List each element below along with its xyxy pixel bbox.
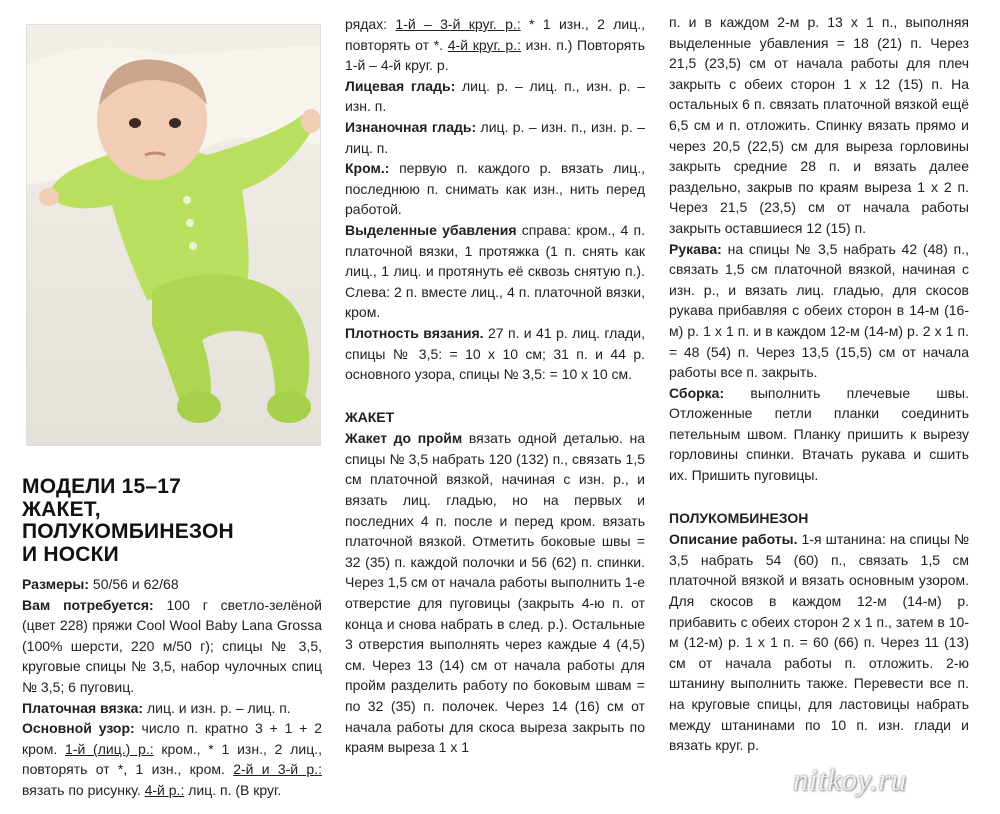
- text: лиц. р. – лиц. п., изн. р. – изн. п.: [345, 77, 646, 115]
- lead: Кром.:: [345, 160, 390, 177]
- lead: Основной узор:: [22, 720, 135, 737]
- paragraph-edge: [345, 158, 645, 220]
- lead: Рукава:: [669, 240, 722, 257]
- paragraph-overall-work: [669, 529, 969, 756]
- text: 27 п. и 41 р. лиц. глади, спицы № 3,5: = 10 х 10 см; 31 п. и 44 р. основного узора, спицы № 3,5: = 10 х 10 см.: [345, 324, 645, 383]
- title-line: И НОСКИ: [22, 542, 119, 566]
- text: выполнить плечевые швы. Отложенные петли планки соединить петельным швом. Планку пришить к вырезу горловины спинки. Втачать рукава и сшить их. Пришить пуговицы.: [669, 384, 969, 484]
- title-line: ЖАКЕТ,: [22, 497, 101, 521]
- text: 1-я штанина: на спицы № 3,5 набрать 54 (60) п., связать 1,5 см платочной вязкой и вязать основным узором. Для скосов в каждом 12-м (14-м) р. прибавить с обеих сторон 2 х 1 п., затем в 10-м (12-м) р. 1 х 1 п. = 60 (66) п. Через 11 (13) см от начала работы п. отложить. 2-ю штанину выполнить также. Перевести все п. на круговые спицы, для ластовицы набрать между штанинами по 10 п. изн. глади и вязать круг. р.: [669, 531, 969, 754]
- text: число п. кратно 3 + 1 + 2 кром.: [22, 720, 322, 757]
- text: вязать одной деталью. на спицы № 3,5 набрать 120 (132) п., связать 1,5 см платочной вязкой, начиная с изн. р., и вязать лиц. гладью, но на первых и последних 4 п. после и перед кром. вязать платочной вязкой. Отметить боковые швы = 32 (35) п. каждой полочки и 56 (62) п. спинки. Через 1,5 см от начала работы выполнить 1-е отверстие для пуговицы (закрыть 4-ю п. от конца и снова набрать в след. р.). Остальные 3 отверстия выполнять через каждые 4 (4,5) см. Через 13 (14) см от начала работы для пройм разделить работу по боковым швам = по 32 (35) п. полочек. Через 14 (16) см от начала работы для скоса выреза закрыть по краям выреза 1 х 1: [345, 430, 646, 756]
- lead: Платочная вязка:: [22, 699, 144, 716]
- lead: Изнаночная гладь:: [345, 118, 477, 135]
- row-label: 1-й – 3-й круг. р.:: [395, 16, 521, 32]
- paragraph-main-pattern: [22, 718, 322, 800]
- paragraph-materials: [22, 595, 322, 698]
- text: лиц. п. (В круг.: [184, 781, 282, 798]
- text: лиц. р. – изн. п., изн. р. – лиц. п.: [345, 118, 645, 156]
- baby-illustration: [27, 25, 320, 445]
- text: справа: кром., 4 п. платочной вязки, 1 протяжка (1 п. снять как лиц., 1 лиц. и протянуть её сквозь снятую п.). Слева: 2 п. вместе лиц., 4 п. платочной вязки, кром.: [345, 221, 645, 321]
- row-label: 4-й круг. р.:: [447, 36, 521, 53]
- lead: Жакет до пройм: [345, 430, 463, 447]
- text: кром., * 1 изн., 2 лиц., повторять от *, 1 изн., кром.: [22, 740, 322, 778]
- column-3: [669, 12, 969, 756]
- paragraph-sizes: [22, 574, 322, 595]
- paragraph-decreases: [345, 220, 645, 323]
- paragraph-garter: [22, 698, 322, 719]
- paragraph-stockinette: [345, 76, 645, 117]
- paragraph-jacket: [345, 428, 645, 758]
- lead: Выделенные убавления: [345, 221, 517, 238]
- row-label: 1-й (лиц.) р.:: [65, 740, 154, 757]
- paragraph-jacket-continued: п. и в каждом 2-м р. 13 х 1 п., выполняя выделенные убавления = 18 (21) п. Через 21,5 (23,5) см от начала работы для плеч закрыть с обеих сторон 1 х 12 (15) п. На остальных 6 п. связать платочной вязкой ещё 6,5 см и п. отложить. Спинку вязать прямо и через 20,5 (22,5) см для выреза горловины закрыть средние 28 п. и вязать далее раздельно, закрыв по краям выреза 1 х 2 п. Через 21,5 (23,5) см от начала работы закрыть оставшиеся 12 (15) п.: [669, 14, 969, 236]
- text: лиц. и изн. р. – лиц. п.: [143, 699, 291, 716]
- page-title: [22, 476, 322, 566]
- text: 100 г светло-зелёной (цвет 228) пряжи Cool Wool Baby Lana Grossa (100% шерсти, 220 м/50 г); спицы № 3,5, круговые спицы № 3,5, набор чулочных спиц № 3,5; 6 пуговиц.: [22, 596, 322, 695]
- title-line: МОДЕЛИ 15–17: [22, 475, 181, 498]
- baby-photo: [26, 24, 321, 446]
- lead: Сборка:: [669, 384, 725, 401]
- row-label: 4-й р.:: [144, 781, 185, 798]
- lead: Вам потребуется:: [22, 596, 154, 613]
- paragraph-sleeves: [669, 239, 969, 383]
- row-label: 2-й и 3-й р.:: [233, 761, 322, 778]
- paragraph-round-rows: [345, 14, 645, 76]
- paragraph-reverse-stockinette: [345, 117, 645, 158]
- lead: Размеры:: [22, 576, 90, 592]
- text: рядах:: [345, 16, 396, 32]
- text: первую п. каждого р. вязать лиц., последнюю п. снимать как изн., нить перед работой.: [345, 160, 645, 218]
- section-heading-overall: ПОЛУКОМБИНЕЗОН: [669, 509, 809, 526]
- text: * 1 изн., 2 лиц., повторять от *.: [345, 16, 645, 53]
- text: 50/56 и 62/68: [89, 576, 179, 592]
- section-heading-jacket: ЖАКЕТ: [345, 408, 395, 425]
- lead: Лицевая гладь:: [345, 77, 456, 94]
- paragraph-gauge: [345, 323, 645, 385]
- text: вязать по рисунку.: [22, 781, 145, 798]
- lead: Описание работы.: [669, 531, 798, 548]
- lead: Плотность вязания.: [345, 324, 484, 341]
- watermark: nitkoy.ru: [793, 762, 907, 797]
- column-2: [345, 14, 645, 758]
- text: изн. п.) Повторять 1-й – 4-й круг. р.: [345, 36, 645, 74]
- text: на спицы № 3,5 набрать 42 (48) п., связать 1,5 см платочной вязкой, начиная с изн. р., и вязать лиц. гладью, для скосов рукава прибавляя с обеих сторон в 14-м (16-м) р. 1 х 1 п. и в каждом 12-м (14-м) р. 2 х 1 п. = 48 (54) п. Через 13,5 (15,5) см от начала работы все п. закрыть.: [669, 240, 969, 381]
- title-line: ПОЛУКОМБИНЕЗОН: [22, 520, 234, 543]
- paragraph-assembly: [669, 383, 969, 486]
